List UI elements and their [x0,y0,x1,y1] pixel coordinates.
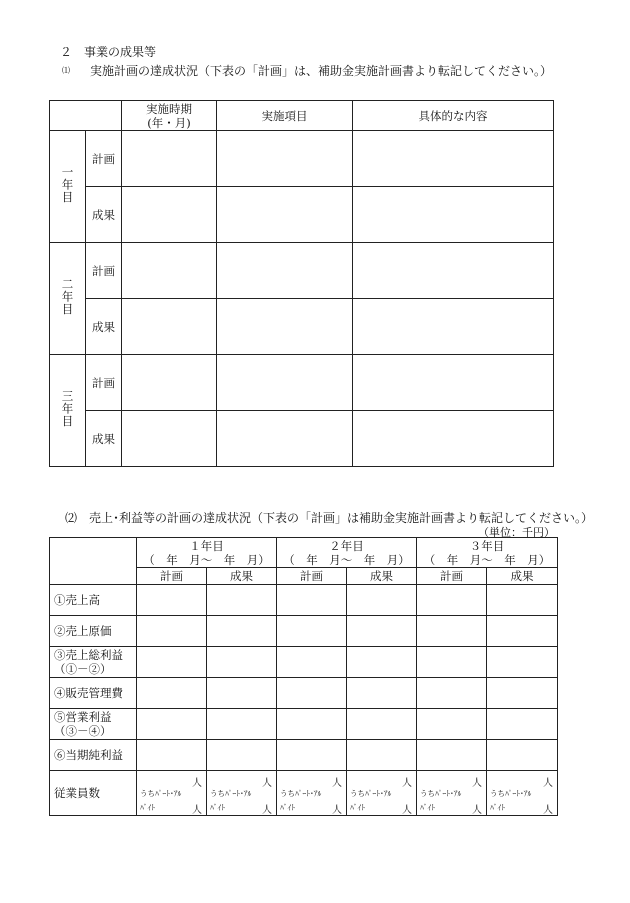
unit-label: （単位：千円） [478,526,555,539]
header-corner-cell [50,538,137,585]
employees-cell[interactable] [277,771,347,816]
year3-plan-period-cell[interactable] [122,355,217,411]
part-time-unit: 人 [332,805,342,816]
employees-unit: 人 [332,778,342,789]
header-item: 実施項目 [217,101,353,131]
part-time-label-2: ﾊﾞｲﾄ [490,803,505,812]
value-cell[interactable] [347,678,417,709]
implementation-plan-table [49,100,554,467]
value-cell[interactable] [347,709,417,740]
year3-header-range: （ 年 月～ 年 月） [423,552,551,567]
value-cell[interactable] [207,740,277,771]
part-time-unit: 人 [402,805,412,816]
year1-label: 一年目 [50,131,86,243]
year2-plan-period-cell[interactable] [122,243,217,299]
year2-header-label: ２年目 [329,538,364,553]
year3-header [417,538,558,568]
row-label: ①売上高 [50,585,137,616]
part-time-unit: 人 [262,805,272,816]
value-cell[interactable] [277,678,347,709]
section2-title: ⑵ 売上･利益等の計画の達成状況（下表の「計画」は補助金実施計画書より転記してください。） [65,511,594,525]
part-time-label-1: うちﾊﾟｰﾄ･ｱﾙ [280,789,322,798]
table-row [50,647,558,678]
year1-header [137,538,277,568]
section1-title-line [62,62,552,79]
table-row [50,709,558,740]
year2-result-content-cell[interactable] [353,299,554,355]
part-time-label-2: ﾊﾞｲﾄ [280,803,295,812]
row-label-line1: ③売上総利益 [54,648,123,662]
header-period-line2: (年・月) [147,115,191,130]
year1-header-range: （ 年 月～ 年 月） [143,552,270,567]
year3-plan-row [50,355,554,411]
header-corner-cell [50,101,122,131]
row-label: ②売上原価 [50,616,137,647]
year-header-row [50,538,558,568]
year2-plan-item-cell[interactable] [217,243,353,299]
year1-result-content-cell[interactable] [353,187,554,243]
sales-profit-table [49,537,558,816]
part-time-label-1: うちﾊﾟｰﾄ･ｱﾙ [140,789,182,798]
value-cell[interactable] [487,585,558,616]
value-cell[interactable] [137,616,207,647]
value-cell[interactable] [417,585,487,616]
value-cell[interactable] [417,678,487,709]
value-cell[interactable] [417,647,487,678]
part-time-label-1: うちﾊﾟｰﾄ･ｱﾙ [490,789,532,798]
year3-plan-item-cell[interactable] [217,355,353,411]
value-cell[interactable] [137,678,207,709]
year2-plan-row [50,243,554,299]
row-label [50,709,137,740]
part-time-unit: 人 [192,805,202,816]
section1-title: 実施計画の達成状況（下表の「計画」は、補助金実施計画書より転記してください。） [90,64,553,78]
row-label-line2: （③－④） [54,724,112,738]
value-cell[interactable] [207,647,277,678]
value-cell[interactable] [347,585,417,616]
year2-label: 二年目 [50,243,86,355]
year1-header-label: １年目 [189,538,224,553]
header-content: 具体的な内容 [353,101,554,131]
year3-header-label: ３年目 [469,538,505,553]
year2-plan-label: 計画 [86,243,122,299]
section-heading: ２ 事業の成果等 [60,45,157,59]
employees-cell[interactable] [347,771,417,816]
sub-header-plan: 計画 [417,568,487,585]
part-time-unit: 人 [472,805,482,816]
year2-result-label: 成果 [86,299,122,355]
value-cell[interactable] [347,647,417,678]
part-time-unit: 人 [543,805,553,816]
employees-cell[interactable] [207,771,277,816]
year3-result-label: 成果 [86,411,122,467]
year1-result-item-cell[interactable] [217,187,353,243]
part-time-label-2: ﾊﾞｲﾄ [210,803,225,812]
value-cell[interactable] [417,740,487,771]
year3-result-row [50,411,554,467]
employees-cell[interactable] [487,771,558,816]
section1-number: ⑴ [62,66,70,75]
year1-result-label: 成果 [86,187,122,243]
year1-plan-content-cell[interactable] [353,131,554,187]
value-cell[interactable] [137,709,207,740]
year1-result-period-cell[interactable] [122,187,217,243]
employees-cell[interactable] [417,771,487,816]
header-period-line1: 実施時期 [146,101,192,116]
year3-plan-label: 計画 [86,355,122,411]
year1-plan-label: 計画 [86,131,122,187]
value-cell[interactable] [487,616,558,647]
year2-result-period-cell[interactable] [122,299,217,355]
part-time-label-2: ﾊﾞｲﾄ [350,803,365,812]
part-time-label-2: ﾊﾞｲﾄ [140,803,155,812]
employees-unit: 人 [192,778,202,789]
sub-header-plan: 計画 [277,568,347,585]
value-cell[interactable] [487,709,558,740]
table-row [50,616,558,647]
value-cell[interactable] [417,616,487,647]
value-cell[interactable] [137,647,207,678]
year3-result-period-cell[interactable] [122,411,217,467]
value-cell[interactable] [207,709,277,740]
part-time-label-1: うちﾊﾟｰﾄ･ｱﾙ [420,789,462,798]
row-label: ⑥当期純利益 [50,740,137,771]
employees-unit: 人 [402,778,412,789]
value-cell[interactable] [277,740,347,771]
employees-unit: 人 [543,778,553,789]
employees-cell[interactable] [137,771,207,816]
value-cell[interactable] [137,740,207,771]
employees-unit: 人 [472,778,482,789]
table-header-row [50,101,554,131]
part-time-label-2: ﾊﾞｲﾄ [420,803,435,812]
sub-header-result: 成果 [487,568,558,585]
table-row [50,678,558,709]
year2-plan-content-cell[interactable] [353,243,554,299]
part-time-label-1: うちﾊﾟｰﾄ･ｱﾙ [350,789,392,798]
year2-result-row [50,299,554,355]
employees-unit: 人 [262,778,272,789]
year1-plan-row [50,131,554,187]
year3-plan-content-cell[interactable] [353,355,554,411]
sub-header-plan: 計画 [137,568,207,585]
row-label [50,647,137,678]
value-cell[interactable] [277,585,347,616]
sub-header-result: 成果 [207,568,277,585]
value-cell[interactable] [207,585,277,616]
value-cell[interactable] [277,647,347,678]
employees-label: 従業員数 [50,771,137,816]
part-time-label-1: うちﾊﾟｰﾄ･ｱﾙ [210,789,252,798]
value-cell[interactable] [277,709,347,740]
year2-header [277,538,417,568]
value-cell[interactable] [137,585,207,616]
row-label-line1: ⑤営業利益 [54,710,112,724]
row-label: ④販売管理費 [50,678,137,709]
value-cell[interactable] [487,647,558,678]
value-cell[interactable] [207,678,277,709]
table-row [50,740,558,771]
sub-header-result: 成果 [347,568,417,585]
value-cell[interactable] [277,616,347,647]
year3-result-content-cell[interactable] [353,411,554,467]
employees-row [50,771,558,816]
year2-header-range: （ 年 月～ 年 月） [283,552,410,567]
row-label-line2: （①－②） [54,662,112,676]
table-row [50,585,558,616]
year1-result-row [50,187,554,243]
value-cell[interactable] [347,740,417,771]
header-period [122,101,217,131]
value-cell[interactable] [487,678,558,709]
year3-result-item-cell[interactable] [217,411,353,467]
year3-label: 三年目 [50,355,86,467]
value-cell[interactable] [487,740,558,771]
year2-result-item-cell[interactable] [217,299,353,355]
value-cell[interactable] [207,616,277,647]
value-cell[interactable] [417,709,487,740]
year1-plan-period-cell[interactable] [122,131,217,187]
value-cell[interactable] [347,616,417,647]
year1-plan-item-cell[interactable] [217,131,353,187]
